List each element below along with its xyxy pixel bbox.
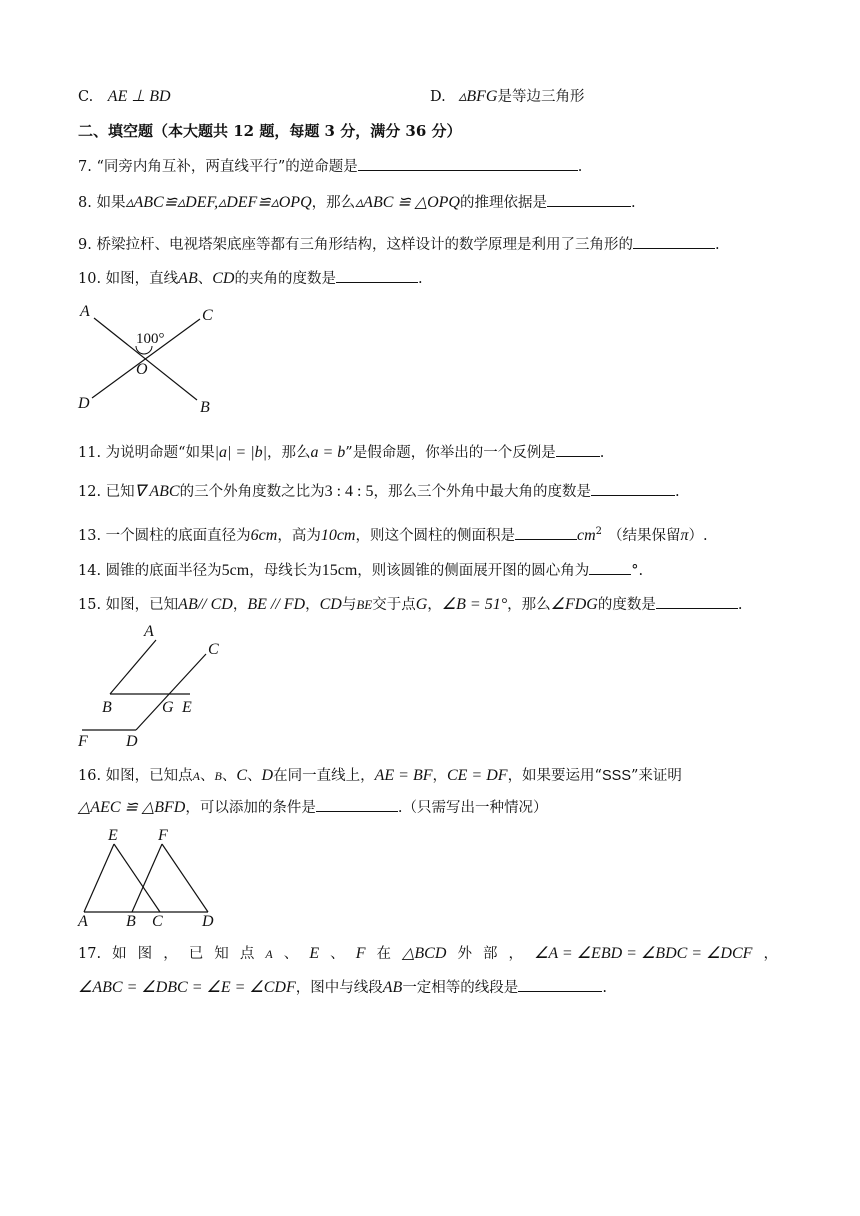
- question-text: ，母线长为: [249, 563, 322, 579]
- question-text: ，那么三个外角中最大角的度数是: [373, 484, 591, 500]
- answer-blank: [633, 234, 715, 249]
- period: °.: [631, 563, 644, 579]
- math: C: [236, 767, 248, 784]
- q6-option-c: [78, 87, 171, 107]
- period: .: [417, 271, 423, 287]
- label-d: D: [126, 733, 138, 750]
- question-text: ”是假命题，你举出的一个反例是: [345, 445, 556, 461]
- question-text: 15. 如图，已知: [78, 597, 179, 613]
- answer-blank: [515, 525, 577, 540]
- question-text: 9. 桥梁拉杆、电视塔架底座等都有三角形结构，这样设计的数学原理是利用了三角形的: [78, 237, 633, 253]
- math: AE = BF: [374, 767, 433, 784]
- q17-token: A: [265, 947, 273, 961]
- q17-token: ∠A = ∠EBD = ∠BDC = ∠DCF: [534, 945, 753, 962]
- period: .: [602, 980, 607, 996]
- math: ∠FDG: [550, 596, 598, 613]
- math: B: [214, 769, 222, 783]
- period: .: [737, 597, 743, 613]
- question-text: ，可以添加的条件是: [185, 800, 316, 816]
- question-11: [78, 442, 604, 463]
- sss: SSS: [601, 768, 631, 784]
- math: △AEC ≌ △BFD: [78, 799, 186, 816]
- unit: cm: [576, 526, 596, 544]
- question-text: ）.: [688, 527, 708, 544]
- question-text: 10. 如图，直线: [78, 271, 179, 287]
- q17-token: 、: [283, 946, 299, 962]
- question-text: 12. 已知: [78, 484, 135, 500]
- math: AE ⊥ BD: [107, 88, 171, 105]
- unit-exponent: 2: [595, 526, 603, 537]
- math: 15cm: [321, 562, 358, 579]
- separator: 、: [221, 768, 237, 784]
- question-text: ”来证明: [631, 768, 682, 784]
- label-d: D: [202, 913, 214, 930]
- label-f: F: [78, 733, 88, 750]
- label-c: C: [208, 641, 219, 658]
- question-text: 的度数是: [597, 597, 656, 613]
- question-text: 的推理依据是: [459, 195, 547, 211]
- label-f: F: [158, 827, 168, 844]
- math: A: [192, 769, 201, 783]
- question-16-line-2: [78, 797, 547, 818]
- question-text: 与: [341, 597, 357, 613]
- question-text: ，那么: [507, 597, 551, 613]
- label-o: O: [136, 361, 148, 378]
- q6-option-d: [430, 87, 584, 107]
- q10-figure: [72, 300, 232, 418]
- period: .: [674, 484, 680, 500]
- question-17-line-2: [78, 977, 607, 998]
- math: G: [415, 596, 428, 613]
- math: CE = DF: [446, 767, 508, 784]
- math: CD: [319, 596, 342, 613]
- question-text: ，: [305, 597, 320, 613]
- question-text: 7. “同旁内角互补，两直线平行”的逆命题是: [78, 159, 358, 175]
- q17-token: ，: [763, 946, 778, 962]
- q17-token: ，: [508, 946, 524, 962]
- question-text: ，高为: [277, 527, 321, 544]
- math: 5cm: [221, 562, 250, 579]
- option-label: D.: [430, 89, 446, 105]
- answer-blank: [591, 481, 675, 496]
- q17-token: 外: [457, 946, 472, 962]
- option-text: 是等边三角形: [497, 89, 585, 105]
- label-b: B: [102, 699, 112, 716]
- math: ∠B = 51°: [441, 596, 508, 613]
- question-14: [78, 560, 643, 581]
- question-10: [78, 268, 423, 289]
- q17-token: 如: [112, 946, 127, 962]
- label-a: A: [80, 303, 90, 320]
- separator: 、: [247, 768, 262, 784]
- math: 6cm: [250, 526, 278, 544]
- question-text: 11. 为说明命题“如果: [78, 445, 215, 461]
- question-16-line-1: [78, 766, 682, 786]
- q17-token: 、: [330, 946, 345, 962]
- question-text: ，: [232, 597, 248, 613]
- label-e: E: [182, 699, 192, 716]
- question-9: [78, 234, 720, 255]
- answer-blank: [656, 594, 738, 609]
- math: ▵BFG: [458, 88, 498, 105]
- section-heading: 二、填空题（本大题共 12 题，每题 3 分，满分 36 分）: [78, 122, 462, 140]
- math: π: [680, 526, 689, 544]
- label-c: C: [202, 307, 213, 324]
- math: AB// CD: [178, 596, 233, 613]
- question-text: ，: [427, 597, 442, 613]
- q15-figure: [76, 624, 236, 750]
- period: .: [599, 445, 605, 461]
- question-text: ，那么: [266, 445, 311, 461]
- answer-blank: [518, 977, 602, 992]
- question-text: 在同一直线上，: [273, 768, 375, 784]
- answer-blank: [547, 192, 631, 207]
- question-text: 的三个外角度数之比为: [179, 484, 325, 500]
- math: AB: [382, 979, 403, 996]
- question-text: ，如果要运用“: [507, 768, 602, 784]
- math: a = b: [310, 444, 346, 461]
- question-text: 14. 圆锥的底面半径为: [78, 563, 222, 579]
- math: BE // FD: [247, 596, 306, 613]
- q17-token: 17.: [78, 946, 102, 962]
- answer-blank: [358, 156, 578, 171]
- question-text: 8. 如果: [78, 195, 126, 211]
- option-label: C.: [78, 89, 94, 105]
- segment-ae: [84, 844, 114, 912]
- segment-ab: [110, 640, 156, 694]
- question-17-line-1: [78, 944, 778, 964]
- angle-label: 100°: [136, 331, 165, 347]
- q17-token: 点: [239, 946, 255, 962]
- math: CD: [212, 270, 235, 287]
- q16-figure: [76, 826, 226, 930]
- question-text: 、: [197, 271, 213, 287]
- q17-token: F: [355, 945, 366, 962]
- question-text: 交于点: [372, 597, 416, 613]
- math: AB: [178, 270, 198, 287]
- period: .: [630, 195, 636, 211]
- question-13: [78, 522, 708, 546]
- question-text: ，: [432, 768, 447, 784]
- question-12: [78, 481, 680, 502]
- period: .: [577, 159, 583, 175]
- question-text: ，图中与线段: [295, 980, 383, 996]
- math: ▵ABC≌▵DEF,▵DEF≌▵OPQ: [125, 194, 312, 211]
- label-g: G: [162, 699, 174, 716]
- label-a: A: [78, 913, 88, 930]
- separator: 、: [200, 768, 215, 784]
- period: .: [714, 237, 720, 253]
- question-text: 16. 如图，已知点: [78, 768, 193, 784]
- math: ▵ABC ≌ △OPQ: [355, 194, 460, 211]
- math: BE: [356, 597, 373, 612]
- math: |a| = |b|: [214, 444, 267, 461]
- q17-token: △BCD: [402, 945, 447, 962]
- label-e: E: [108, 827, 118, 844]
- q17-token: 图: [137, 946, 153, 962]
- q17-token: 知: [214, 946, 229, 962]
- question-text: 13. 一个圆柱的底面直径为: [78, 527, 251, 544]
- question-text: .（只需写出一种情况）: [397, 800, 548, 816]
- answer-blank: [556, 442, 600, 457]
- q17-token: 已: [188, 946, 204, 962]
- answer-blank: [316, 797, 398, 812]
- label-b: B: [200, 399, 210, 416]
- question-text: ，那么: [311, 195, 356, 211]
- q17-token: 部: [482, 946, 498, 962]
- question-text: ，则该圆锥的侧面展开图的圆心角为: [357, 563, 590, 579]
- segment-dc: [136, 654, 206, 730]
- math: 3 : 4 : 5: [324, 483, 374, 500]
- answer-blank: [336, 268, 418, 283]
- question-8: [78, 192, 636, 213]
- label-d: D: [78, 395, 90, 412]
- question-text: 的夹角的度数是: [234, 271, 336, 287]
- math: ∠ABC = ∠DBC = ∠E = ∠CDF: [78, 979, 296, 996]
- math: D: [261, 767, 274, 784]
- question-text: ，则这个圆柱的侧面积是: [355, 527, 515, 544]
- question-text: （结果保留: [608, 527, 681, 544]
- question-15: [78, 594, 742, 615]
- answer-blank: [589, 560, 631, 575]
- question-text: 一定相等的线段是: [402, 980, 519, 996]
- math: 10cm: [320, 526, 356, 544]
- question-7: [78, 156, 582, 177]
- segment-fd: [162, 844, 208, 912]
- q17-token: E: [309, 945, 320, 962]
- label-b: B: [126, 913, 136, 930]
- label-a: A: [144, 623, 154, 640]
- q17-token: 在: [376, 946, 392, 962]
- label-c: C: [152, 913, 163, 930]
- math: ∇ ABC: [134, 483, 180, 500]
- q17-token: ，: [163, 946, 178, 962]
